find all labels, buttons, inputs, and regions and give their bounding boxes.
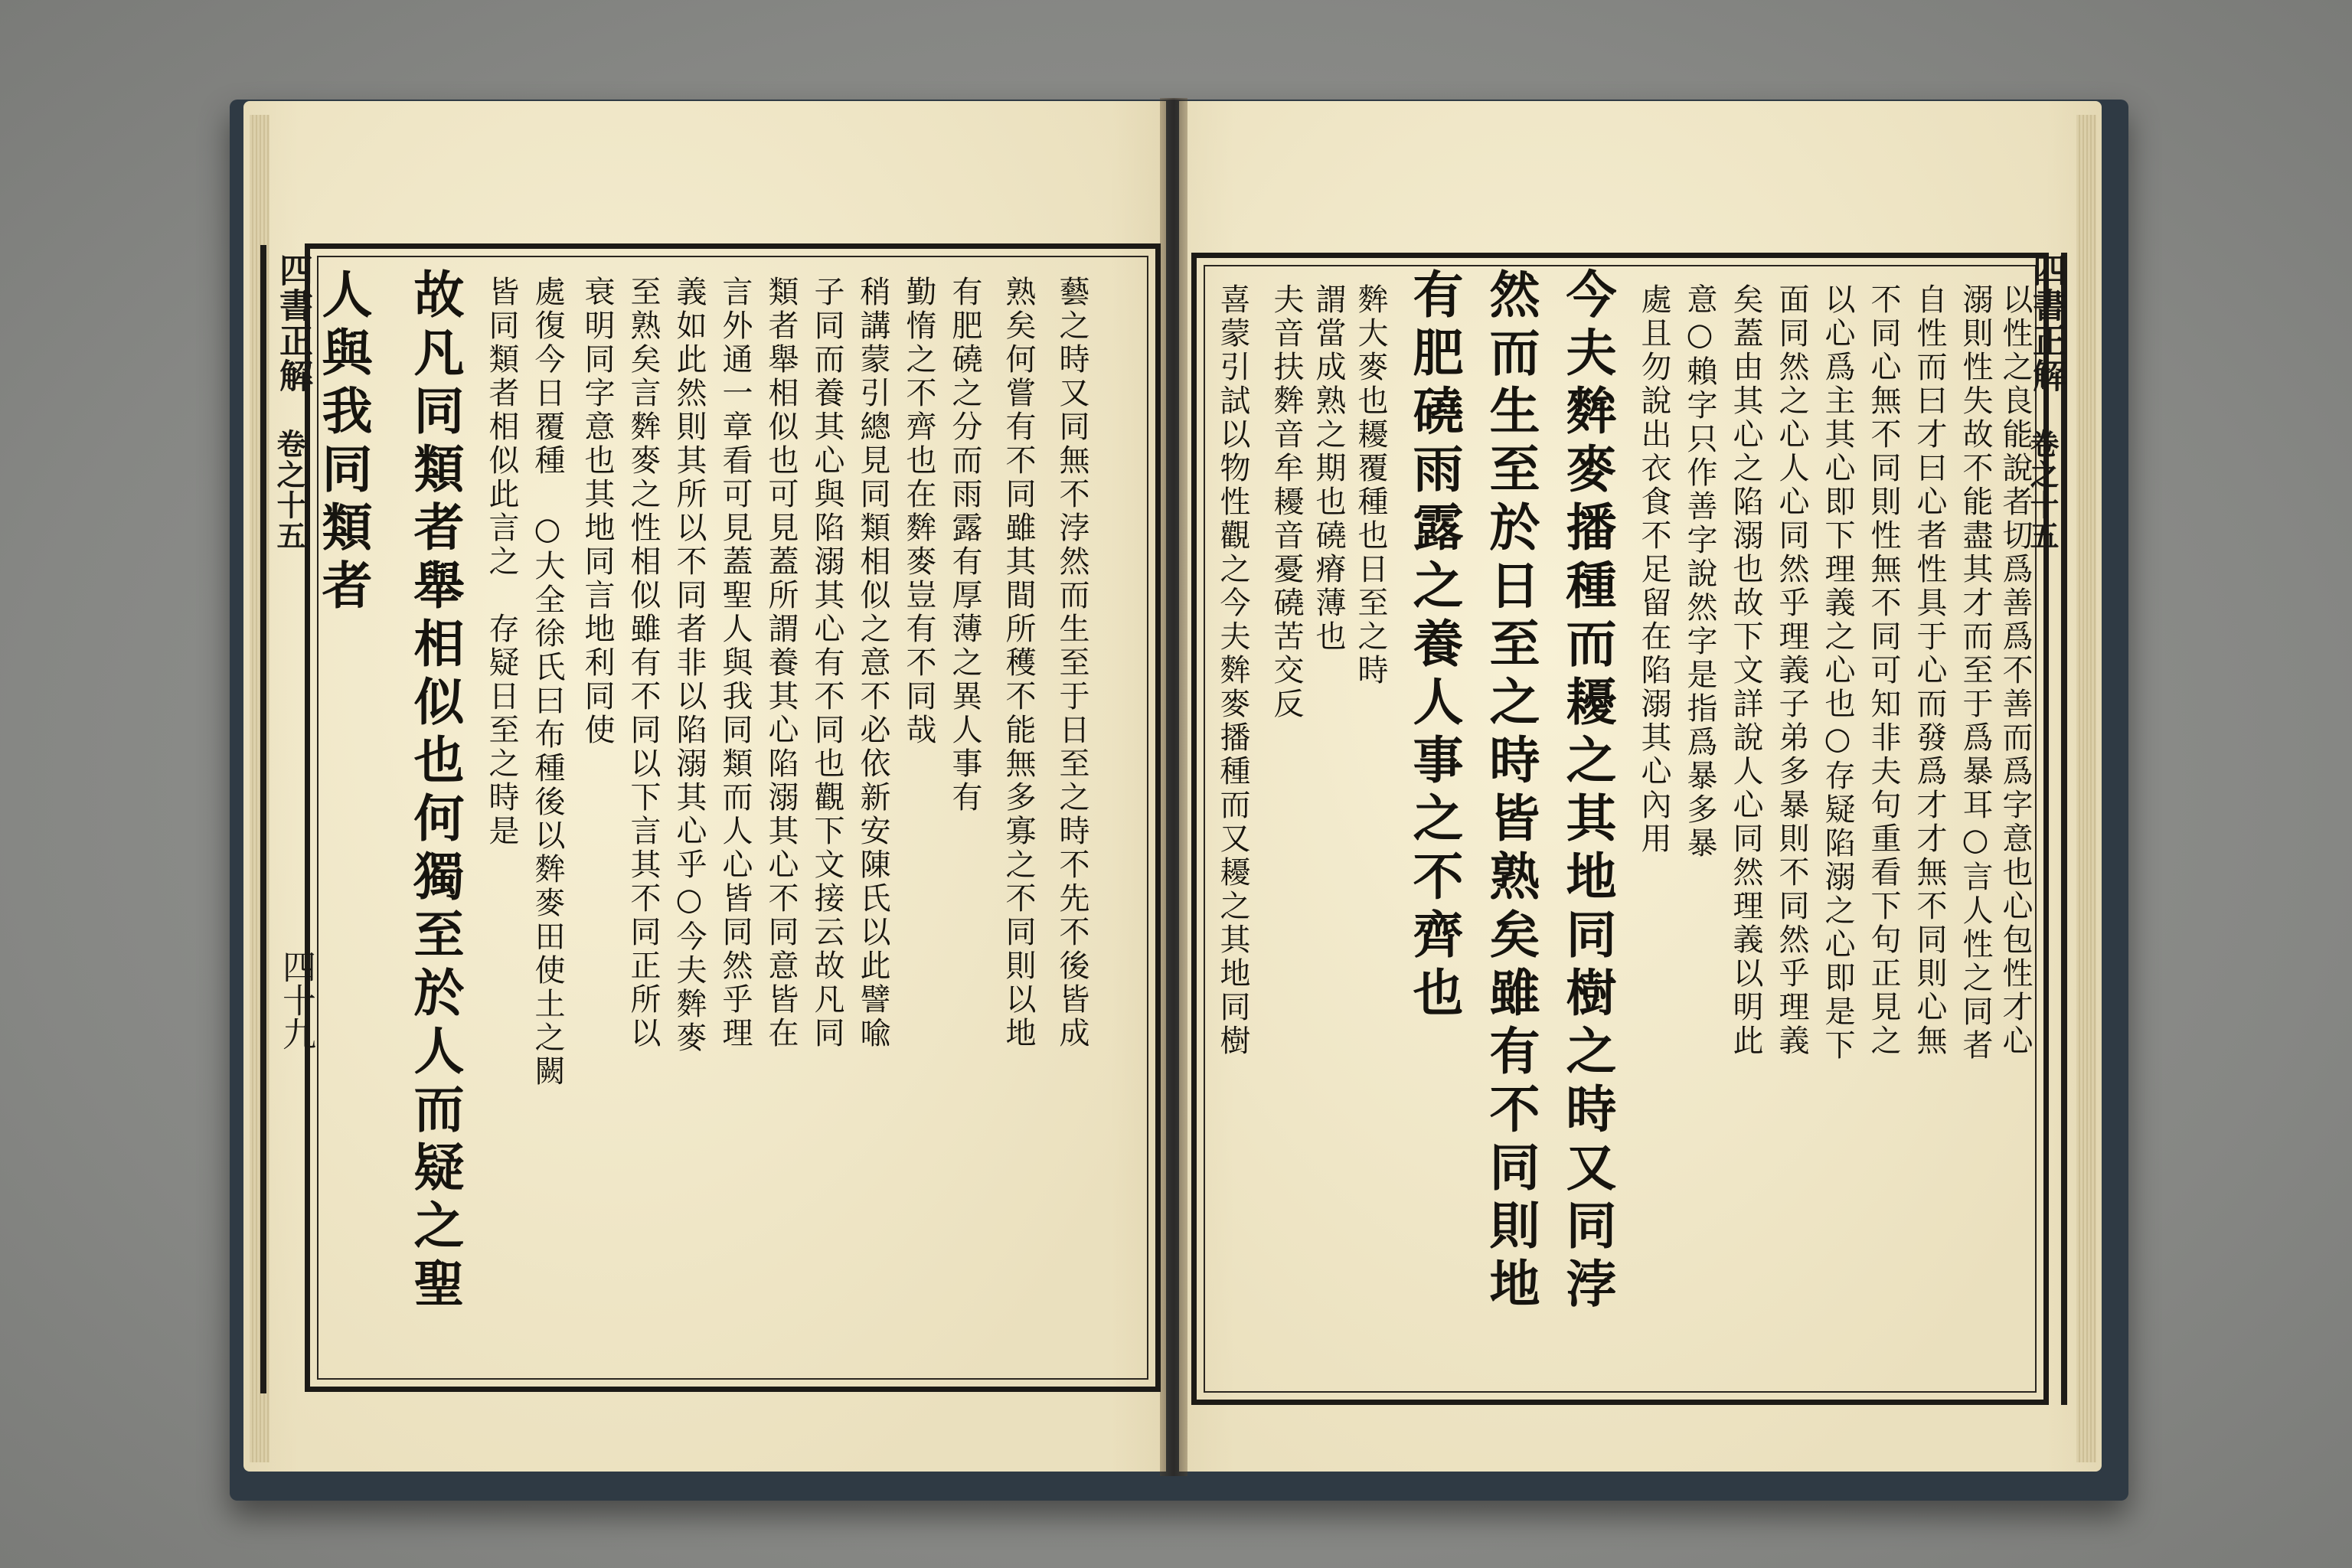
left-col-12: 勤惰之不齊也在麰麥豈有不同哉	[901, 276, 936, 747]
right-margin-subtitle: 卷之十五	[2025, 429, 2060, 551]
right-page-edges	[2076, 115, 2096, 1462]
right-col-7: 矣蓋由其心之陷溺也故下文詳說人心同然理義以明此	[1728, 283, 1763, 1058]
left-col-5: 衰明同字意也其地同言地利同使	[580, 276, 615, 747]
right-margin-title: 四書正解	[2027, 253, 2066, 394]
right-col-13: 麰大麥也耰覆種也日至之時	[1353, 283, 1388, 688]
right-col-10: 今夫麰麥播種而耰之其地同樹之時又同浡	[1557, 268, 1617, 1315]
right-col-1: 以性之良能說者切爲善爲不善而爲字意也心包性才心	[1998, 283, 2033, 1058]
right-col-9: 處且勿說出衣食不足留在陷溺其心內用	[1636, 283, 1671, 856]
right-col-8: 意○賴字只作善字說然字是指爲暴多暴	[1682, 283, 1717, 861]
left-col-8: 言外通一章看可見蓋聖人與我同類而人心皆同然乎理	[717, 276, 753, 1050]
right-col-14: 謂當成熟之期也磽瘠薄也	[1311, 283, 1346, 654]
right-col-11: 然而生至於日至之時皆熟矣雖有不同則地	[1481, 268, 1540, 1315]
left-folio: 四十九	[276, 949, 315, 1050]
right-col-15: 夫音扶麰音牟耰音憂磽苦交反	[1269, 283, 1304, 721]
right-margin-rule	[2061, 253, 2067, 1405]
book-gutter	[1160, 98, 1187, 1476]
left-col-10: 子同而養其心與陷溺其心有不同也觀下文接云故凡同	[809, 276, 844, 1050]
left-col-3: 皆同類者相似此言之 存疑日至之時是	[484, 276, 519, 848]
left-col-4: 處復今日覆種 ○大全徐氏曰布種後以麰麥田使土之闕	[530, 276, 565, 1089]
left-col-6: 至熟矣言麰麥之性相似雖有不同以下言其不同正所以	[626, 276, 661, 1050]
left-margin-rule	[260, 245, 266, 1393]
left-page-edges	[250, 115, 270, 1462]
right-col-6: 面同然之心人心同然乎理義子弟多暴則不同然乎理義	[1774, 283, 1809, 1058]
left-col-15: 藝之時又同無不浡然而生至于日至之時不先不後皆成	[1054, 276, 1089, 1050]
left-margin-title: 四書正解	[273, 253, 312, 394]
right-col-2: 溺則性失故不能盡其才而至于爲暴耳○言人性之同者	[1958, 283, 1993, 1063]
right-col-4: 不同心無不同則性無不同可知非夫句重看下句正見之	[1866, 283, 1901, 1058]
left-col-9: 類者舉相似也可見蓋所謂養其心陷溺其心不同意皆在	[763, 276, 799, 1050]
right-col-16: 喜蒙引試以物性觀之今夫麰麥播種而又耰之其地同樹	[1215, 283, 1250, 1058]
left-col-7: 義如此然則其所以不同者非以陷溺其心乎○今夫麰麥	[671, 276, 707, 1055]
left-col-2: 故凡同類者舉相似也何獨至於人而疑之聖	[405, 268, 465, 1315]
left-col-13: 有肥磽之分而雨露有厚薄之異人事有	[947, 276, 982, 815]
left-col-1: 人與我同類者	[313, 268, 373, 617]
right-col-12: 有肥磽雨露之養人事之不齊也	[1404, 268, 1464, 1024]
left-margin-subtitle: 卷之十五	[272, 429, 306, 551]
left-col-11: 稍講蒙引總見同類相似之意不必依新安陳氏以此譬喩	[855, 276, 890, 1050]
left-col-14: 熟矣何嘗有不同雖其間所穫不能無多寡之不同則以地	[1001, 276, 1036, 1050]
right-col-3: 自性而曰才曰心者性具于心而發爲才才無不同則心無	[1912, 283, 1947, 1058]
right-col-5: 以心爲主其心即下理義之心也○存疑陷溺之心即是下	[1820, 283, 1855, 1063]
